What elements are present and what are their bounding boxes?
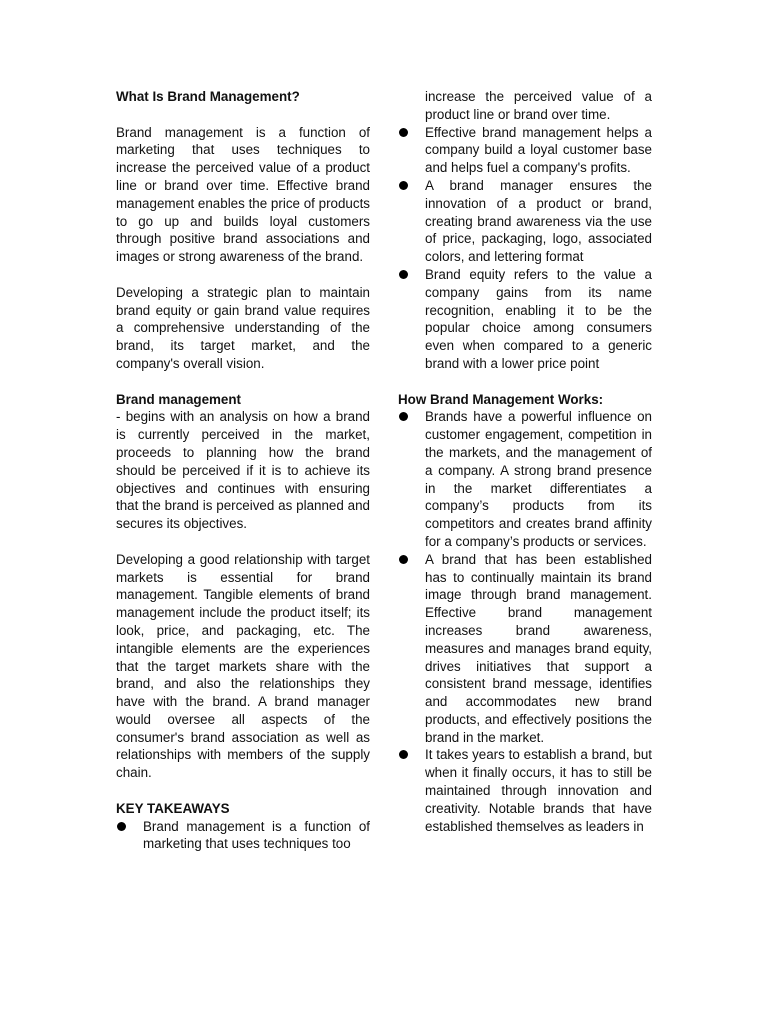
left-column <box>116 88 370 853</box>
list-item-text: Brand equity refers to the value a company gains from its name recognition, enabling it to be the popular choice among consumers even when compared to a generic brand with a lower price point <box>425 266 652 371</box>
brand-management-heading: Brand management <box>116 391 242 407</box>
right-column <box>398 88 652 835</box>
list-item <box>398 177 652 266</box>
how-it-works-list <box>398 408 652 835</box>
paragraph-strategic-plan: Developing a strategic plan to maintain brand equity or gain brand value requires a comprehensive understanding of the brand, its target market, and the company's overall vision. <box>116 284 370 371</box>
list-item-text: Brand management is a function of marketing that uses techniques too <box>143 818 370 852</box>
list-item-text: It takes years to establish a brand, but when it finally occurs, it has to still be maintained through innovation and creativity. Notable brands that have established themselves as leaders in <box>425 747 652 834</box>
paragraph-analysis: - begins with an analysis on how a brand is currently perceived in the market, proceeds to planning how the brand should be perceived if it is to achieve its objectives and continues with ensuring that the brand is perceived as planned and secures its objectives. <box>116 409 370 532</box>
bullet-icon <box>399 270 408 279</box>
bullet-icon <box>399 750 408 759</box>
how-it-works-heading: How Brand Management Works: <box>398 391 604 407</box>
takeaway-continuation: increase the perceived value of a product line or brand over time. <box>425 89 652 122</box>
list-item <box>398 551 652 747</box>
page-title: What Is Brand Management? <box>116 89 300 104</box>
key-takeaways-list-continued <box>398 124 652 373</box>
bullet-icon <box>399 555 408 564</box>
key-takeaways-heading: KEY TAKEAWAYS <box>116 800 230 816</box>
list-item <box>398 408 652 550</box>
list-item-text: Effective brand management helps a company build a loyal customer base and helps fuel a company's profits. <box>425 124 652 176</box>
bullet-icon <box>399 412 408 421</box>
list-item-text: Brands have a powerful influence on customer engagement, competition in the markets, and the management of a company. A strong brand presence in the market differentiates a company’s products from its competitors and creates brand affinity for a company’s products or services. <box>425 409 652 549</box>
list-item <box>116 818 370 854</box>
list-item-text: A brand manager ensures the innovation of a product or brand, creating brand awareness via the use of price, packaging, logo, associated colors, and lettering format <box>425 177 652 265</box>
bullet-icon <box>117 822 126 831</box>
paragraph-relationship: Developing a good relationship with target markets is essential for brand management. Tangible elements of brand management include the product itself; its look, price, and packaging, etc. The intangible elements are the experiences that the target markets share with the brand, and also the relationships they have with the brand. A brand manager would oversee all aspects of the consumer's brand association as well as relationships with members of the supply chain. <box>116 551 370 781</box>
key-takeaways-list <box>116 818 370 854</box>
list-item <box>398 746 652 835</box>
bullet-icon <box>399 181 408 190</box>
list-item-text: A brand that has been established has to continually maintain its brand image through brand management. Effective brand management increases brand awareness, measures and manages brand equity, drives initiatives that support a consistent brand message, identifies and accommodates new brand products, and effectively positions the brand in the market. <box>425 551 652 745</box>
list-item <box>398 266 652 373</box>
paragraph-definition: Brand management is a function of marketing that uses techniques to increase the perceived value of a product line or brand over time. Effective brand management enables the price of products to go up and builds loyal customers through positive brand associations and images or strong awareness of the brand. <box>116 124 370 265</box>
list-item <box>398 124 652 177</box>
bullet-icon <box>399 128 408 137</box>
